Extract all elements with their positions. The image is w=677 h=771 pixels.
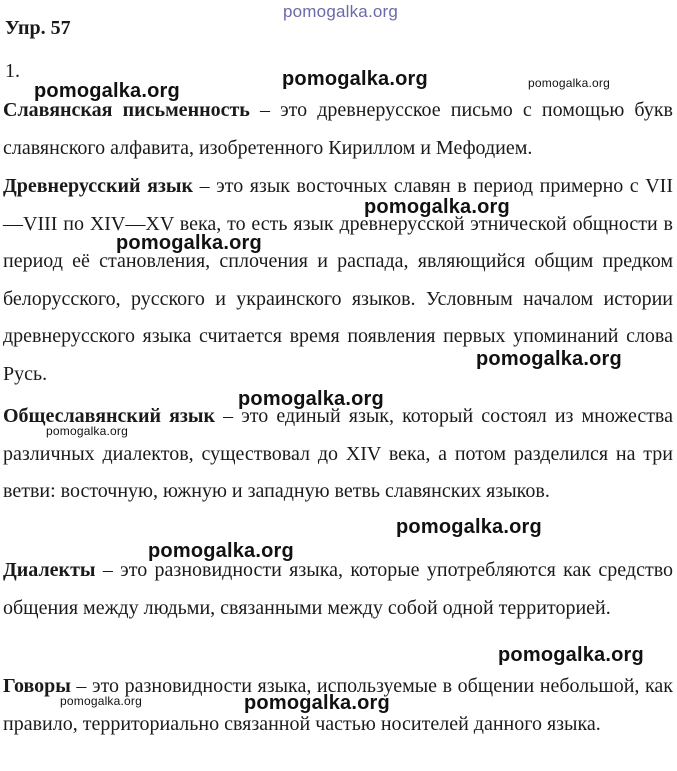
paragraph-common-slavic	[3, 398, 673, 511]
watermark-text: pomogalka.org	[60, 694, 142, 708]
definition-old-russian: – это язык восточных славян в период примерно с VII—VIII по XIV—XV века, то есть язык древнерусской этнической общности в период её становления, сплочения и распада, являющийся общим предком белорусского, русского и украинского языков. Условным началом истории древнерусского языка считается время появления первых упоминаний слова Русь.	[3, 175, 673, 385]
definition-govory: – это разновидности языка, используемые в общении небольшой, как правило, территориально связанной частью носителей данного языка.	[3, 675, 673, 735]
watermark-text: pomogalka.org	[46, 424, 128, 438]
definition-dialects: – это разновидности языка, которые употребляются как средство общения между людьми, связанными между собой одной территорией.	[3, 559, 673, 619]
item-number: 1.	[5, 60, 20, 82]
watermark-text: pomogalka.org	[34, 80, 180, 102]
exercise-title: Упр. 57	[5, 17, 71, 39]
definition-common-slavic: – это единый язык, который состоял из множества различных диалектов, существовал до XIV века, а потом разделился на три ветви: восточную, южную и западную ветвь славянских языков.	[3, 405, 673, 502]
watermark-text: pomogalka.org	[148, 540, 294, 562]
term-common-slavic: Общеславянский язык	[3, 405, 216, 427]
watermark-text: pomogalka.org	[476, 348, 622, 370]
definition-slavic-writing: – это древнерусское письмо с помощью букв славянского алфавита, изобретенного Кириллом и Мефодием.	[3, 99, 673, 159]
watermark-text: pomogalka.org	[282, 68, 428, 90]
watermark-text: pomogalka.org	[283, 2, 399, 21]
paragraph-dialects	[3, 552, 673, 627]
watermark-text: pomogalka.org	[396, 516, 542, 538]
watermark-text: pomogalka.org	[364, 196, 510, 218]
watermark-text: pomogalka.org	[528, 76, 610, 90]
term-govory: Говоры	[3, 675, 71, 697]
term-dialects: Диалекты	[3, 559, 96, 581]
watermark-text: pomogalka.org	[116, 232, 262, 254]
watermark-text: pomogalka.org	[238, 388, 384, 410]
paragraph-slavic-writing	[3, 92, 673, 167]
term-slavic-writing: Славянская письменность	[3, 99, 250, 121]
watermark-text: pomogalka.org	[244, 692, 390, 714]
term-old-russian: Древнерусский язык	[3, 175, 194, 197]
watermark-text: pomogalka.org	[498, 644, 644, 666]
